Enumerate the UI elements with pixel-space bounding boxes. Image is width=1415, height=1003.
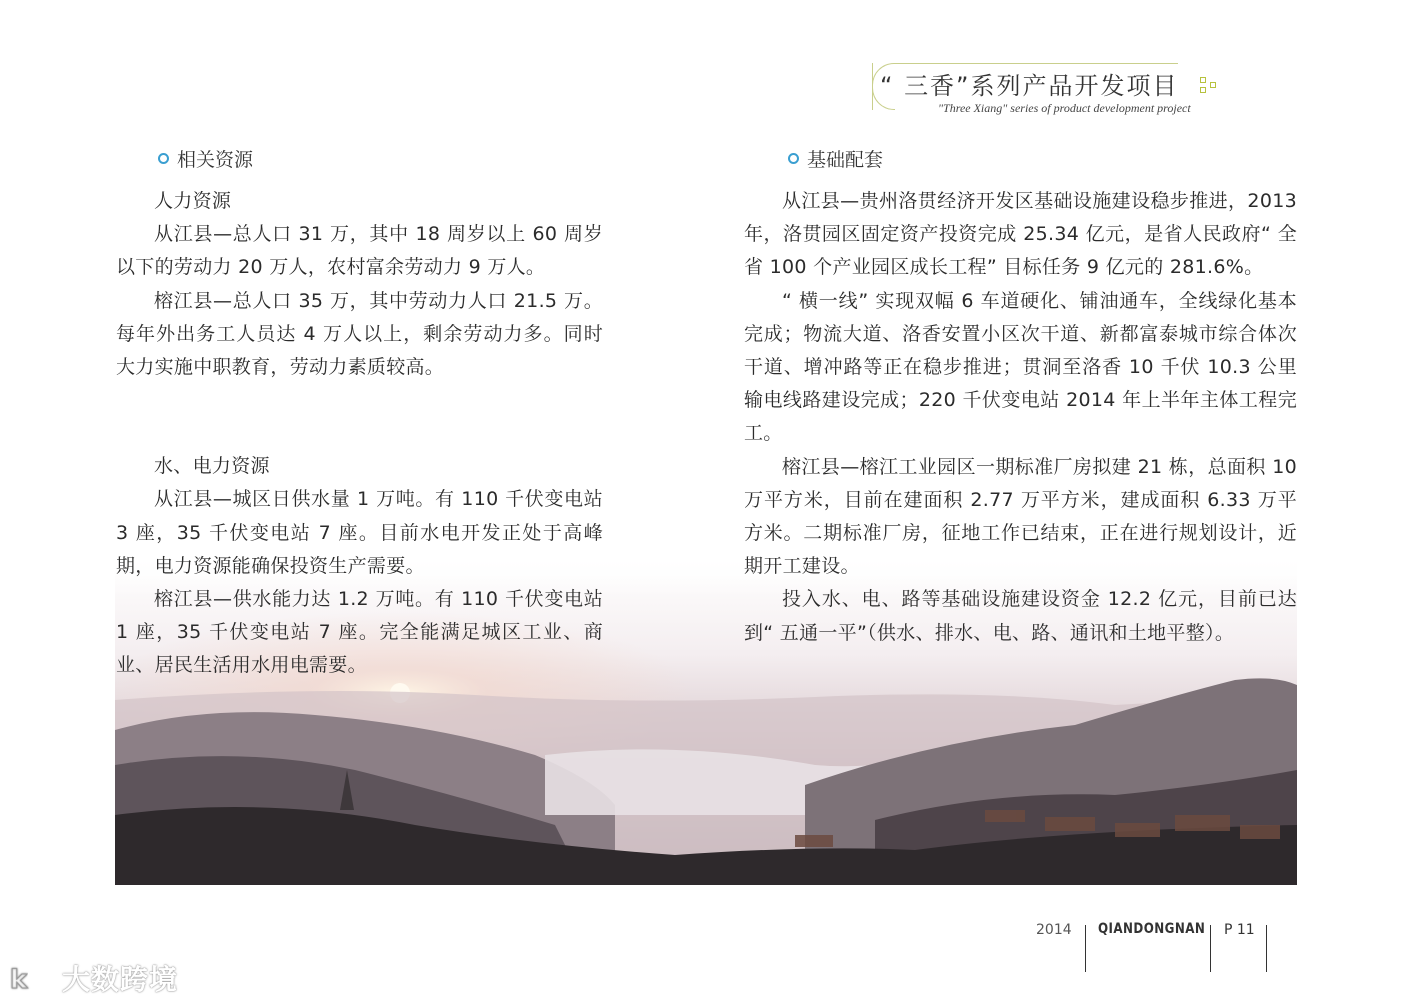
paragraph: 榕江县—榕江工业园区一期标准厂房拟建 21 栋，总面积 10 万平方米，目前在建面积 2.77 万平方米，建成面积 6.33 万平方米。二期标准厂房，征地工作已结束，正在进行规划设计，近期开工建设。 (744, 455, 1297, 578)
subhead-water-power: 水、电力资源 (154, 455, 270, 478)
page-title: “ 三香”系列产品开发项目 (880, 72, 1179, 100)
header-dots-icon (1200, 77, 1220, 97)
footer-publication: QIANDONGNAN (1098, 921, 1206, 937)
paragraph: 投入水、电、路等基础设施建设资金 12.2 亿元，目前已达到“ 五通一平”（供水、排水、电、路、通讯和土地平整）。 (744, 588, 1297, 644)
section-heading-resources (158, 145, 253, 172)
watermark-text: 大数跨境 (62, 963, 179, 996)
section-heading-text: 基础配套 (807, 149, 884, 171)
watermark (10, 958, 178, 998)
footer-year: 2014 (1036, 922, 1072, 938)
paragraph: 榕江县—总人口 35 万，其中劳动力人口 21.5 万。每年外出务工人员达 4 万人以上，剩余劳动力多。同时大力实施中职教育，劳动力素质较高。 (116, 289, 603, 379)
page-subtitle: "Three Xiang" series of product development project (938, 101, 1191, 115)
watermark-logo-icon (10, 962, 56, 994)
paragraph: 从江县—城区日供水量 1 万吨。有 110 千伏变电站 3 座，35 千伏变电站 7 座。目前水电开发正处于高峰期，电力资源能确保投资生产需要。 (116, 488, 603, 577)
bullet-icon (158, 153, 169, 164)
right-column (744, 185, 1297, 650)
footer-divider (1210, 925, 1211, 972)
section-heading-infrastructure (788, 145, 883, 172)
subhead-human-resources: 人力资源 (154, 190, 232, 212)
page-number: P 11 (1224, 922, 1255, 938)
spacer (116, 384, 603, 450)
paragraph: 从江县—贵州洛贯经济开发区基础设施建设稳步推进，2013 年，洛贯园区固定资产投资完成 25.34 亿元，是省人民政府“ 全省 100 个产业园区成长工程” 目标任务 9 亿元的 281.6%。 (744, 190, 1297, 279)
left-column (116, 185, 603, 683)
footer-divider (1266, 925, 1267, 972)
footer-divider (1085, 925, 1086, 972)
paragraph: 从江县—总人口 31 万，其中 18 周岁以上 60 周岁以下的劳动力 20 万人，农村富余劳动力 9 万人。 (116, 223, 603, 279)
svg-text:k: k (10, 965, 29, 994)
paragraph: “ 横一线” 实现双幅 6 车道硬化、铺油通车，全线绿化基本完成；物流大道、洛香安置小区次干道、新都富泰城市综合体次干道、增冲路等正在稳步推进；贯洞至洛香 10 千伏 10.3 公里输电线路建设完成；220 千伏变电站 2014 年上半年主体工程完工。 (744, 289, 1297, 445)
bullet-icon (788, 153, 799, 164)
paragraph: 榕江县—供水能力达 1.2 万吨。有 110 千伏变电站 1 座，35 千伏变电站 7 座。完全能满足城区工业、商业、居民生活用水用电需要。 (116, 588, 603, 677)
section-heading-text: 相关资源 (177, 149, 254, 171)
